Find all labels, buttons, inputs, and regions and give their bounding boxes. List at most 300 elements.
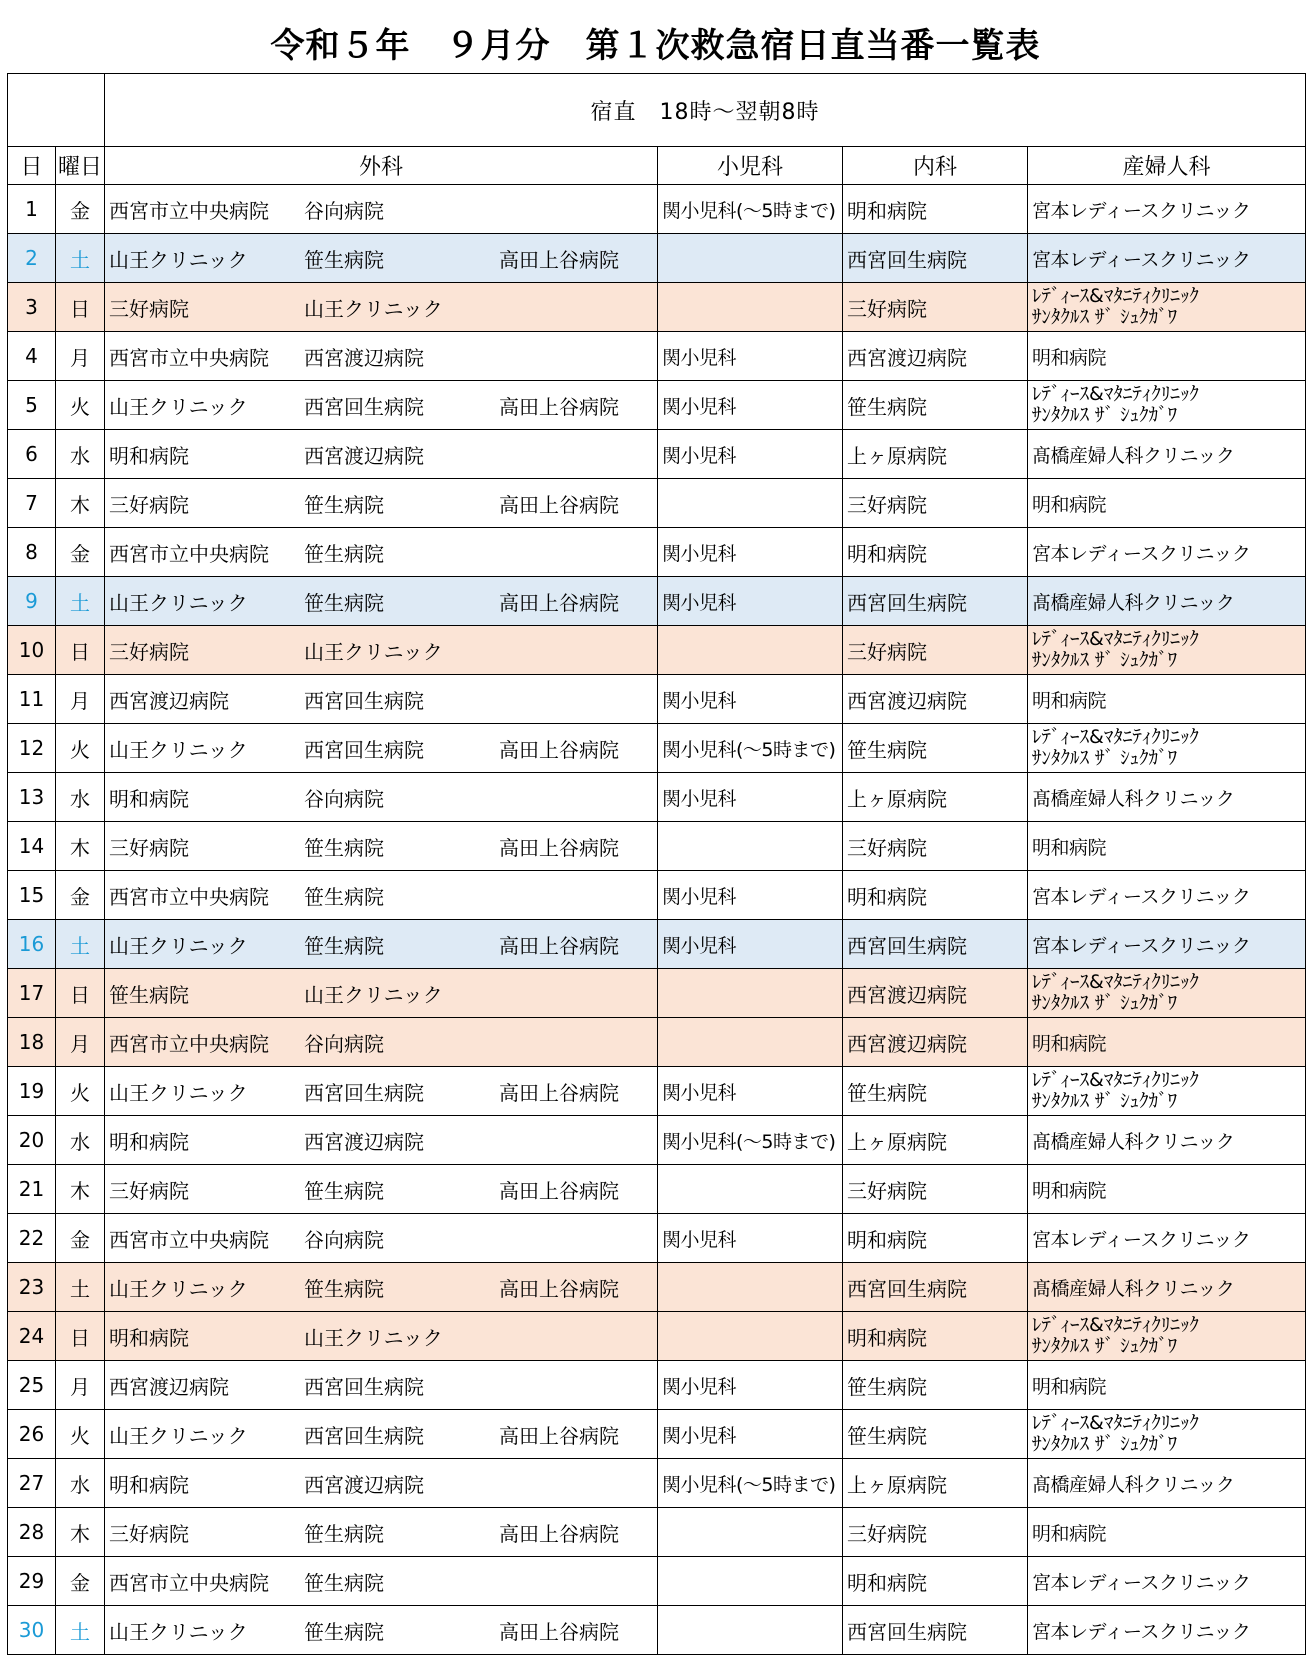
weekday-cell: 金 xyxy=(56,528,105,577)
day-cell: 11 xyxy=(8,675,56,724)
day-cell: 5 xyxy=(8,381,56,430)
geka-hospital: 西宮回生病院 xyxy=(304,688,424,713)
table-row xyxy=(8,1214,1306,1263)
geka-hospital: 三好病院 xyxy=(109,1521,189,1546)
sanfujinka-clinic: 髙橋産婦人科クリニック xyxy=(1032,444,1235,467)
sanfujinka-line: ｻﾝﾀｸﾙｽ ｻﾞ ｼｭｸｶﾞﾜ xyxy=(1032,747,1178,769)
geka-hospital: 笹生病院 xyxy=(304,492,384,517)
geka-hospital: 笹生病院 xyxy=(304,1178,384,1203)
naika-cell: 西宮回生病院 xyxy=(843,234,1028,283)
shonika-cell: 関小児科 xyxy=(658,528,843,577)
table-row xyxy=(8,920,1306,969)
day-cell: 4 xyxy=(8,332,56,381)
sanfujinka-line: ﾚﾃﾞｨｰｽ&ﾏﾀﾆﾃｨｸﾘﾆｯｸ xyxy=(1032,726,1199,748)
day-cell: 8 xyxy=(8,528,56,577)
weekday-cell: 土 xyxy=(56,234,105,283)
table-row xyxy=(8,479,1306,528)
weekday-cell: 火 xyxy=(56,1410,105,1459)
shonika-cell: 関小児科 xyxy=(658,1067,843,1116)
geka-hospital: 高田上谷病院 xyxy=(499,737,619,762)
sanfujinka-cell xyxy=(1028,234,1306,283)
sanfujinka-cell xyxy=(1028,1606,1306,1655)
sanfujinka-clinic: 宮本レディースクリニック xyxy=(1032,248,1251,271)
table-row xyxy=(8,675,1306,724)
geka-hospital: 山王クリニック xyxy=(109,1080,248,1105)
sanfujinka-line: ﾚﾃﾞｨｰｽ&ﾏﾀﾆﾃｨｸﾘﾆｯｸ xyxy=(1032,971,1199,993)
weekday-cell: 木 xyxy=(56,1508,105,1557)
weekday-cell: 木 xyxy=(56,822,105,871)
table-row xyxy=(8,332,1306,381)
table-row xyxy=(8,283,1306,332)
sanfujinka-cell xyxy=(1028,773,1306,822)
geka-hospital: 高田上谷病院 xyxy=(499,247,619,272)
shonika-cell xyxy=(658,1557,843,1606)
geka-hospital: 笹生病院 xyxy=(304,933,384,958)
column-header-geka: 外科 xyxy=(105,147,658,185)
header-row-shift xyxy=(8,74,1306,147)
header-row-columns xyxy=(8,147,1306,185)
geka-hospital: 三好病院 xyxy=(109,835,189,860)
geka-cell xyxy=(105,822,658,871)
sanfujinka-line: ｻﾝﾀｸﾙｽ ｻﾞ ｼｭｸｶﾞﾜ xyxy=(1032,1090,1178,1112)
geka-hospital: 高田上谷病院 xyxy=(499,835,619,860)
geka-hospital: 笹生病院 xyxy=(304,541,384,566)
geka-hospital: 山王クリニック xyxy=(109,1423,248,1448)
shonika-cell: 関小児科 xyxy=(658,577,843,626)
sanfujinka-clinic: 明和病院 xyxy=(1032,1179,1107,1202)
geka-hospital: 西宮回生病院 xyxy=(304,1423,424,1448)
geka-hospital: 西宮渡辺病院 xyxy=(109,688,229,713)
geka-cell xyxy=(105,626,658,675)
weekday-cell: 月 xyxy=(56,675,105,724)
day-cell: 22 xyxy=(8,1214,56,1263)
naika-cell: 笹生病院 xyxy=(843,1410,1028,1459)
weekday-cell: 木 xyxy=(56,479,105,528)
geka-hospital: 西宮市立中央病院 xyxy=(109,345,269,370)
table-row xyxy=(8,1459,1306,1508)
naika-cell: 西宮渡辺病院 xyxy=(843,675,1028,724)
geka-cell xyxy=(105,283,658,332)
weekday-cell: 月 xyxy=(56,1361,105,1410)
geka-hospital: 笹生病院 xyxy=(304,884,384,909)
sanfujinka-cell xyxy=(1028,1214,1306,1263)
geka-hospital: 谷向病院 xyxy=(304,786,384,811)
naika-cell: 上ヶ原病院 xyxy=(843,1459,1028,1508)
geka-hospital: 西宮市立中央病院 xyxy=(109,1570,269,1595)
geka-hospital: 三好病院 xyxy=(109,296,189,321)
shonika-cell: 関小児科 xyxy=(658,1361,843,1410)
geka-cell xyxy=(105,969,658,1018)
geka-hospital: 西宮市立中央病院 xyxy=(109,198,269,223)
sanfujinka-line: ﾚﾃﾞｨｰｽ&ﾏﾀﾆﾃｨｸﾘﾆｯｸ xyxy=(1032,1412,1199,1434)
geka-hospital: 高田上谷病院 xyxy=(499,394,619,419)
table-row xyxy=(8,822,1306,871)
schedule-rows xyxy=(8,185,1306,1655)
sanfujinka-cell xyxy=(1028,1116,1306,1165)
sanfujinka-clinic: 宮本レディースクリニック xyxy=(1032,1620,1251,1643)
table-row xyxy=(8,1361,1306,1410)
sanfujinka-clinic: 宮本レディースクリニック xyxy=(1032,934,1251,957)
column-header-sanfujinka: 産婦人科 xyxy=(1028,147,1306,185)
naika-cell: 明和病院 xyxy=(843,1557,1028,1606)
column-header-weekday: 曜日 xyxy=(56,147,105,185)
weekday-cell: 土 xyxy=(56,1606,105,1655)
day-cell: 13 xyxy=(8,773,56,822)
geka-hospital: 三好病院 xyxy=(109,1178,189,1203)
geka-hospital: 谷向病院 xyxy=(304,1031,384,1056)
geka-cell xyxy=(105,1165,658,1214)
geka-cell xyxy=(105,724,658,773)
table-row xyxy=(8,430,1306,479)
sanfujinka-clinic: 明和病院 xyxy=(1032,836,1107,859)
geka-hospital: 明和病院 xyxy=(109,786,189,811)
day-cell: 18 xyxy=(8,1018,56,1067)
sanfujinka-clinic: 宮本レディースクリニック xyxy=(1032,1571,1251,1594)
table-row xyxy=(8,1410,1306,1459)
weekday-cell: 火 xyxy=(56,724,105,773)
geka-hospital: 西宮市立中央病院 xyxy=(109,1031,269,1056)
table-row xyxy=(8,1018,1306,1067)
naika-cell: 三好病院 xyxy=(843,626,1028,675)
sanfujinka-cell xyxy=(1028,920,1306,969)
day-cell: 28 xyxy=(8,1508,56,1557)
geka-hospital: 山王クリニック xyxy=(109,933,248,958)
geka-hospital: 山王クリニック xyxy=(304,982,443,1007)
sanfujinka-clinic: 宮本レディースクリニック xyxy=(1032,542,1251,565)
sanfujinka-clinic: 宮本レディースクリニック xyxy=(1032,199,1251,222)
sanfujinka-clinic: 宮本レディースクリニック xyxy=(1032,1228,1251,1251)
geka-cell xyxy=(105,479,658,528)
day-cell: 10 xyxy=(8,626,56,675)
shonika-cell xyxy=(658,1312,843,1361)
naika-cell: 西宮回生病院 xyxy=(843,1606,1028,1655)
sanfujinka-cell xyxy=(1028,1557,1306,1606)
naika-cell: 明和病院 xyxy=(843,1214,1028,1263)
geka-cell xyxy=(105,1459,658,1508)
shonika-cell: 関小児科(～5時まで) xyxy=(658,1459,843,1508)
shonika-cell xyxy=(658,626,843,675)
geka-cell xyxy=(105,1361,658,1410)
geka-hospital: 西宮渡辺病院 xyxy=(304,345,424,370)
sanfujinka-cell xyxy=(1028,1361,1306,1410)
naika-cell: 上ヶ原病院 xyxy=(843,773,1028,822)
day-cell: 20 xyxy=(8,1116,56,1165)
naika-cell: 西宮渡辺病院 xyxy=(843,1018,1028,1067)
sanfujinka-clinic: 髙橋産婦人科クリニック xyxy=(1032,1130,1235,1153)
weekday-cell: 火 xyxy=(56,381,105,430)
naika-cell: 明和病院 xyxy=(843,1312,1028,1361)
geka-cell xyxy=(105,1018,658,1067)
geka-hospital: 笹生病院 xyxy=(109,982,189,1007)
shonika-cell: 関小児科(～5時まで) xyxy=(658,1116,843,1165)
weekday-cell: 土 xyxy=(56,920,105,969)
day-cell: 6 xyxy=(8,430,56,479)
geka-cell xyxy=(105,1557,658,1606)
table-row xyxy=(8,234,1306,283)
geka-cell xyxy=(105,675,658,724)
shonika-cell: 関小児科 xyxy=(658,430,843,479)
shonika-cell: 関小児科 xyxy=(658,332,843,381)
geka-hospital: 高田上谷病院 xyxy=(499,1178,619,1203)
geka-hospital: 西宮市立中央病院 xyxy=(109,1227,269,1252)
naika-cell: 明和病院 xyxy=(843,871,1028,920)
geka-hospital: 高田上谷病院 xyxy=(499,1619,619,1644)
naika-cell: 三好病院 xyxy=(843,1508,1028,1557)
table-row xyxy=(8,724,1306,773)
shonika-cell xyxy=(658,283,843,332)
geka-hospital: 明和病院 xyxy=(109,1472,189,1497)
weekday-cell: 土 xyxy=(56,1263,105,1312)
weekday-cell: 水 xyxy=(56,1116,105,1165)
shonika-cell: 関小児科 xyxy=(658,1214,843,1263)
shonika-cell: 関小児科 xyxy=(658,381,843,430)
table-row xyxy=(8,1263,1306,1312)
naika-cell: 三好病院 xyxy=(843,1165,1028,1214)
geka-cell xyxy=(105,1312,658,1361)
shonika-cell: 関小児科(～5時まで) xyxy=(658,724,843,773)
sanfujinka-cell xyxy=(1028,283,1306,332)
geka-hospital: 山王クリニック xyxy=(304,639,443,664)
shonika-cell: 関小児科(～5時まで) xyxy=(658,185,843,234)
geka-cell xyxy=(105,1606,658,1655)
naika-cell: 笹生病院 xyxy=(843,381,1028,430)
geka-hospital: 高田上谷病院 xyxy=(499,1276,619,1301)
weekday-cell: 水 xyxy=(56,1459,105,1508)
geka-hospital: 笹生病院 xyxy=(304,247,384,272)
sanfujinka-cell xyxy=(1028,1312,1306,1361)
naika-cell: 上ヶ原病院 xyxy=(843,430,1028,479)
shonika-cell: 関小児科 xyxy=(658,1410,843,1459)
geka-cell xyxy=(105,577,658,626)
naika-cell: 西宮渡辺病院 xyxy=(843,969,1028,1018)
geka-hospital: 西宮市立中央病院 xyxy=(109,884,269,909)
sanfujinka-clinic: 明和病院 xyxy=(1032,493,1107,516)
sanfujinka-clinic: 明和病院 xyxy=(1032,1032,1107,1055)
shonika-cell: 関小児科 xyxy=(658,675,843,724)
geka-hospital: 笹生病院 xyxy=(304,1521,384,1546)
page-title: 令和５年 ９月分 第１次救急宿日直当番一覧表 xyxy=(270,26,1041,66)
weekday-cell: 金 xyxy=(56,185,105,234)
day-cell: 16 xyxy=(8,920,56,969)
sanfujinka-cell xyxy=(1028,1459,1306,1508)
sanfujinka-cell xyxy=(1028,1508,1306,1557)
sanfujinka-clinic: 明和病院 xyxy=(1032,1522,1107,1545)
day-cell: 15 xyxy=(8,871,56,920)
day-cell: 21 xyxy=(8,1165,56,1214)
geka-hospital: 山王クリニック xyxy=(109,1619,248,1644)
geka-cell xyxy=(105,430,658,479)
sanfujinka-cell xyxy=(1028,1165,1306,1214)
geka-hospital: 高田上谷病院 xyxy=(499,590,619,615)
geka-hospital: 高田上谷病院 xyxy=(499,1423,619,1448)
geka-hospital: 高田上谷病院 xyxy=(499,1521,619,1546)
sanfujinka-line: ｻﾝﾀｸﾙｽ ｻﾞ ｼｭｸｶﾞﾜ xyxy=(1032,992,1178,1014)
geka-hospital: 笹生病院 xyxy=(304,590,384,615)
geka-hospital: 笹生病院 xyxy=(304,1570,384,1595)
header-blank-cell xyxy=(8,74,105,147)
sanfujinka-line: ﾚﾃﾞｨｰｽ&ﾏﾀﾆﾃｨｸﾘﾆｯｸ xyxy=(1032,1069,1199,1091)
table-row xyxy=(8,1165,1306,1214)
naika-cell: 三好病院 xyxy=(843,822,1028,871)
shonika-cell: 関小児科 xyxy=(658,920,843,969)
geka-hospital: 明和病院 xyxy=(109,1325,189,1350)
geka-cell xyxy=(105,1410,658,1459)
sanfujinka-clinic: 髙橋産婦人科クリニック xyxy=(1032,787,1235,810)
table-row xyxy=(8,626,1306,675)
geka-hospital: 山王クリニック xyxy=(304,1325,443,1350)
sanfujinka-line: ｻﾝﾀｸﾙｽ ｻﾞ ｼｭｸｶﾞﾜ xyxy=(1032,649,1178,671)
weekday-cell: 月 xyxy=(56,1018,105,1067)
naika-cell: 西宮回生病院 xyxy=(843,920,1028,969)
naika-cell: 上ヶ原病院 xyxy=(843,1116,1028,1165)
day-cell: 7 xyxy=(8,479,56,528)
weekday-cell: 火 xyxy=(56,1067,105,1116)
geka-hospital: 西宮渡辺病院 xyxy=(304,1472,424,1497)
geka-hospital: 西宮回生病院 xyxy=(304,394,424,419)
geka-cell xyxy=(105,332,658,381)
table-row xyxy=(8,577,1306,626)
table-row xyxy=(8,1312,1306,1361)
sanfujinka-line: ﾚﾃﾞｨｰｽ&ﾏﾀﾆﾃｨｸﾘﾆｯｸ xyxy=(1032,628,1199,650)
sanfujinka-clinic: 明和病院 xyxy=(1032,1375,1107,1398)
weekday-cell: 水 xyxy=(56,773,105,822)
sanfujinka-line: ｻﾝﾀｸﾙｽ ｻﾞ ｼｭｸｶﾞﾜ xyxy=(1032,1335,1178,1357)
geka-cell xyxy=(105,871,658,920)
geka-cell xyxy=(105,1067,658,1116)
geka-hospital: 笹生病院 xyxy=(304,1276,384,1301)
sanfujinka-cell xyxy=(1028,479,1306,528)
geka-hospital: 西宮回生病院 xyxy=(304,1374,424,1399)
weekday-cell: 月 xyxy=(56,332,105,381)
weekday-cell: 金 xyxy=(56,1557,105,1606)
column-header-shonika: 小児科 xyxy=(658,147,843,185)
duty-schedule-table xyxy=(7,73,1306,1655)
day-cell: 19 xyxy=(8,1067,56,1116)
sanfujinka-cell xyxy=(1028,577,1306,626)
weekday-cell: 金 xyxy=(56,1214,105,1263)
geka-hospital: 西宮回生病院 xyxy=(304,737,424,762)
geka-hospital: 明和病院 xyxy=(109,1129,189,1154)
day-cell: 24 xyxy=(8,1312,56,1361)
sanfujinka-cell xyxy=(1028,1263,1306,1312)
sanfujinka-cell xyxy=(1028,1410,1306,1459)
shonika-cell xyxy=(658,479,843,528)
geka-cell xyxy=(105,528,658,577)
sanfujinka-clinic: 宮本レディースクリニック xyxy=(1032,885,1251,908)
geka-hospital: 高田上谷病院 xyxy=(499,1080,619,1105)
sanfujinka-cell xyxy=(1028,675,1306,724)
shonika-cell xyxy=(658,1263,843,1312)
geka-hospital: 笹生病院 xyxy=(304,835,384,860)
sanfujinka-cell xyxy=(1028,871,1306,920)
shonika-cell xyxy=(658,234,843,283)
shonika-cell xyxy=(658,1606,843,1655)
weekday-cell: 水 xyxy=(56,430,105,479)
sanfujinka-line: ﾚﾃﾞｨｰｽ&ﾏﾀﾆﾃｨｸﾘﾆｯｸ xyxy=(1032,285,1199,307)
day-cell: 17 xyxy=(8,969,56,1018)
weekday-cell: 日 xyxy=(56,626,105,675)
weekday-cell: 日 xyxy=(56,969,105,1018)
table-row xyxy=(8,1508,1306,1557)
sanfujinka-cell xyxy=(1028,1067,1306,1116)
day-cell: 23 xyxy=(8,1263,56,1312)
geka-hospital: 山王クリニック xyxy=(109,590,248,615)
sanfujinka-clinic: 髙橋産婦人科クリニック xyxy=(1032,1473,1235,1496)
day-cell: 1 xyxy=(8,185,56,234)
geka-hospital: 西宮回生病院 xyxy=(304,1080,424,1105)
naika-cell: 三好病院 xyxy=(843,283,1028,332)
table-row xyxy=(8,1067,1306,1116)
naika-cell: 笹生病院 xyxy=(843,724,1028,773)
geka-hospital: 高田上谷病院 xyxy=(499,492,619,517)
sanfujinka-line: ｻﾝﾀｸﾙｽ ｻﾞ ｼｭｸｶﾞﾜ xyxy=(1032,404,1178,426)
geka-hospital: 明和病院 xyxy=(109,443,189,468)
sanfujinka-line: ｻﾝﾀｸﾙｽ ｻﾞ ｼｭｸｶﾞﾜ xyxy=(1032,306,1178,328)
sanfujinka-cell xyxy=(1028,969,1306,1018)
naika-cell: 西宮渡辺病院 xyxy=(843,332,1028,381)
day-cell: 25 xyxy=(8,1361,56,1410)
geka-hospital: 笹生病院 xyxy=(304,1619,384,1644)
naika-cell: 西宮回生病院 xyxy=(843,577,1028,626)
geka-hospital: 西宮市立中央病院 xyxy=(109,541,269,566)
geka-hospital: 谷向病院 xyxy=(304,1227,384,1252)
table-row xyxy=(8,528,1306,577)
sanfujinka-cell xyxy=(1028,528,1306,577)
shift-time-header: 宿直 18時～翌朝8時 xyxy=(105,74,1306,147)
day-cell: 3 xyxy=(8,283,56,332)
table-row xyxy=(8,185,1306,234)
geka-hospital: 谷向病院 xyxy=(304,198,384,223)
day-cell: 9 xyxy=(8,577,56,626)
sanfujinka-cell xyxy=(1028,185,1306,234)
table-row xyxy=(8,1557,1306,1606)
geka-hospital: 山王クリニック xyxy=(109,1276,248,1301)
sanfujinka-cell xyxy=(1028,822,1306,871)
geka-hospital: 山王クリニック xyxy=(304,296,443,321)
geka-cell xyxy=(105,773,658,822)
sanfujinka-clinic: 明和病院 xyxy=(1032,346,1107,369)
day-cell: 29 xyxy=(8,1557,56,1606)
geka-hospital: 山王クリニック xyxy=(109,247,248,272)
geka-cell xyxy=(105,1263,658,1312)
sanfujinka-cell xyxy=(1028,1018,1306,1067)
day-cell: 26 xyxy=(8,1410,56,1459)
shonika-cell xyxy=(658,1018,843,1067)
naika-cell: 西宮回生病院 xyxy=(843,1263,1028,1312)
geka-hospital: 西宮渡辺病院 xyxy=(109,1374,229,1399)
table-row xyxy=(8,871,1306,920)
table-row xyxy=(8,381,1306,430)
geka-hospital: 高田上谷病院 xyxy=(499,933,619,958)
day-cell: 14 xyxy=(8,822,56,871)
column-header-day: 日 xyxy=(8,147,56,185)
day-cell: 2 xyxy=(8,234,56,283)
naika-cell: 笹生病院 xyxy=(843,1067,1028,1116)
sanfujinka-cell xyxy=(1028,626,1306,675)
day-cell: 27 xyxy=(8,1459,56,1508)
geka-hospital: 三好病院 xyxy=(109,492,189,517)
naika-cell: 明和病院 xyxy=(843,185,1028,234)
column-header-naika: 内科 xyxy=(843,147,1028,185)
naika-cell: 明和病院 xyxy=(843,528,1028,577)
sanfujinka-line: ﾚﾃﾞｨｰｽ&ﾏﾀﾆﾃｨｸﾘﾆｯｸ xyxy=(1032,383,1199,405)
geka-hospital: 三好病院 xyxy=(109,639,189,664)
sanfujinka-clinic: 明和病院 xyxy=(1032,689,1107,712)
sanfujinka-cell xyxy=(1028,381,1306,430)
sanfujinka-line: ﾚﾃﾞｨｰｽ&ﾏﾀﾆﾃｨｸﾘﾆｯｸ xyxy=(1032,1314,1199,1336)
sanfujinka-clinic: 髙橋産婦人科クリニック xyxy=(1032,591,1235,614)
geka-cell xyxy=(105,1214,658,1263)
